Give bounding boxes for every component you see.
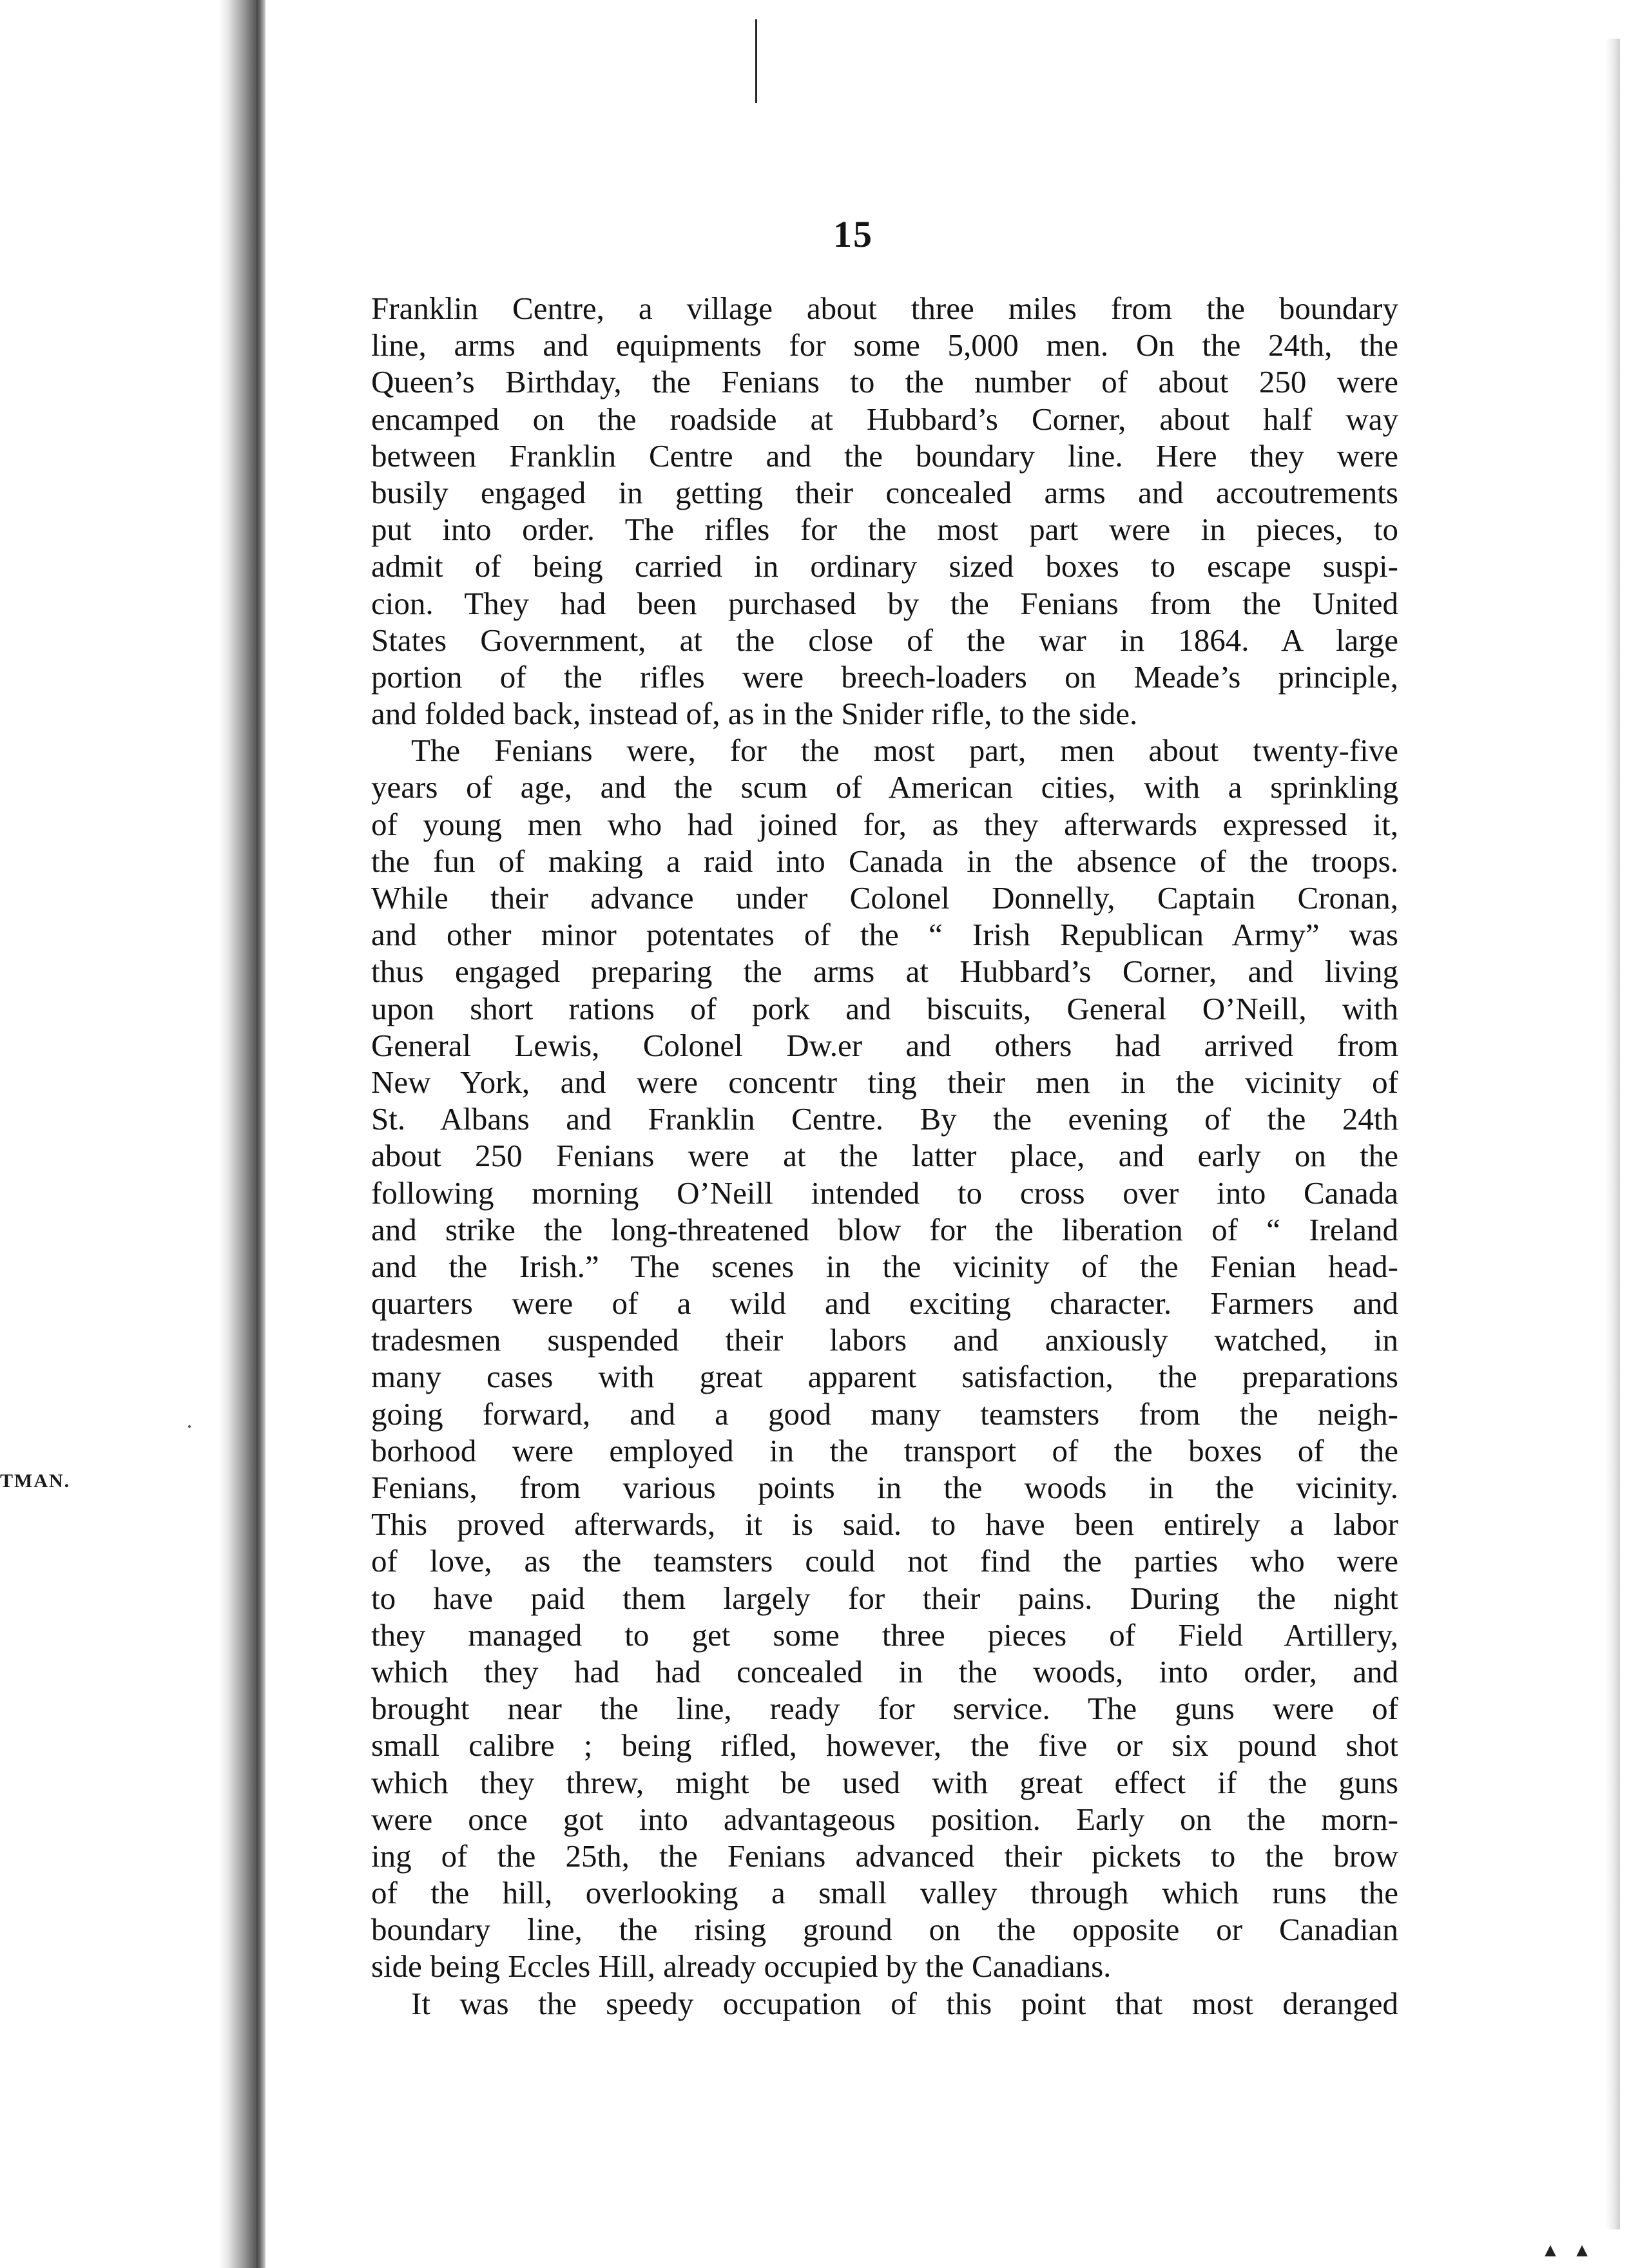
text-line: of love, as the teamsters could not find the parties who were bbox=[371, 1543, 1398, 1579]
text-line: The Fenians were, for the most part, men about twenty-five bbox=[411, 733, 1398, 769]
text-line: following morning O’Neill intended to cross over into Canada bbox=[371, 1175, 1398, 1211]
text-line: ing of the 25th, the Fenians advanced their pickets to the brow bbox=[371, 1838, 1398, 1874]
page-number: 15 bbox=[833, 213, 873, 255]
text-line: and other minor potentates of the “ Irish Republican Army” was bbox=[371, 917, 1398, 953]
text-line: they managed to get some three pieces of Field Artillery, bbox=[371, 1617, 1398, 1653]
text-line: portion of the rifles were breech-loaders on Meade’s principle, bbox=[371, 658, 1398, 695]
text-line: of young men who had joined for, as they afterwards expressed it, bbox=[371, 806, 1398, 842]
text-line: admit of being carried in ordinary sized boxes to escape suspi- bbox=[371, 548, 1398, 584]
body-text bbox=[371, 290, 1398, 2022]
facing-page-edge bbox=[0, 0, 219, 2268]
text-line: side being Eccles Hill, already occupied by the Canadians. bbox=[371, 1948, 1112, 1984]
text-line: General Lewis, Colonel Dw.er and others had arrived from bbox=[371, 1027, 1398, 1063]
text-line: the fun of making a raid into Canada in the absence of the troops. bbox=[371, 843, 1398, 879]
text-line: Fenians, from various points in the woods in the vicinity. bbox=[371, 1470, 1398, 1505]
text-line: thus engaged preparing the arms at Hubbard’s Corner, and living bbox=[371, 954, 1398, 990]
text-line: quarters were of a wild and exciting character. Farmers and bbox=[371, 1285, 1398, 1321]
text-line: Franklin Centre, a village about three miles from the boundary bbox=[371, 291, 1398, 326]
text-line: It was the speedy occupation of this point that most deranged bbox=[411, 1985, 1398, 2021]
text-line: put into order. The rifles for the most part were in pieces, to bbox=[371, 512, 1398, 548]
text-line: of the hill, overlooking a small valley through which runs the bbox=[371, 1875, 1398, 1911]
binding-shadow bbox=[256, 0, 265, 2268]
text-line: borhood were employed in the transport of the boxes of the bbox=[371, 1432, 1398, 1468]
text-line: many cases with great apparent satisfaction, the preparations bbox=[371, 1359, 1398, 1395]
text-line: years of age, and the scum of American cities, with a sprinkling bbox=[371, 769, 1398, 805]
text-line: going forward, and a good many teamsters from the neigh- bbox=[371, 1396, 1398, 1432]
text-line: busily engaged in getting their concealed arms and accoutrements bbox=[371, 474, 1398, 510]
text-line: about 250 Fenians were at the latter place, and early on the bbox=[371, 1138, 1398, 1174]
text-line: which they had had concealed in the woods, into order, and bbox=[371, 1653, 1398, 1689]
text-line: which they threw, might be used with great effect if the guns bbox=[371, 1764, 1398, 1800]
text-line: brought near the line, ready for service. The guns were of bbox=[371, 1691, 1398, 1727]
text-line: small calibre ; being rifled, however, the five or six pound shot bbox=[371, 1727, 1398, 1763]
text-line: line, arms and equipments for some 5,000 men. On the 24th, the bbox=[371, 327, 1398, 363]
text-line: boundary line, the rising ground on the opposite or Canadian bbox=[371, 1912, 1398, 1948]
text-line: States Government, at the close of the war in 1864. A large bbox=[371, 622, 1398, 658]
text-line: tradesmen suspended their labors and anxiously watched, in bbox=[371, 1322, 1398, 1358]
facing-page-fragment: TMAN. bbox=[0, 1470, 71, 1492]
text-line: between Franklin Centre and the boundary line. Here they were bbox=[371, 437, 1398, 474]
scanner-marks: ▲ ▲ bbox=[1541, 2240, 1595, 2261]
scan-speck bbox=[188, 1425, 191, 1428]
text-line: and the Irish.” The scenes in the vicinity of the Fenian head- bbox=[371, 1248, 1398, 1284]
text-line: and strike the long-threatened blow for the liberation of “ Ireland bbox=[371, 1211, 1398, 1247]
text-line: encamped on the roadside at Hubbard’s Corner, about half way bbox=[371, 401, 1398, 437]
scan-artifact-mark bbox=[755, 19, 757, 103]
text-line: to have paid them largely for their pains. During the night bbox=[371, 1580, 1398, 1616]
text-line: New York, and were concentr ting their men in the vicinity of bbox=[371, 1064, 1398, 1100]
text-line: St. Albans and Franklin Centre. By the evening of the 24th bbox=[371, 1101, 1398, 1137]
page-edge-shadow bbox=[1606, 39, 1620, 2229]
text-line: This proved afterwards, it is said. to have been entirely a labor bbox=[371, 1506, 1398, 1542]
text-line: While their advance under Colonel Donnelly, Captain Cronan, bbox=[371, 880, 1398, 916]
text-line: cion. They had been purchased by the Fenians from the United bbox=[371, 585, 1398, 621]
text-line: upon short rations of pork and biscuits, General O’Neill, with bbox=[371, 990, 1398, 1026]
text-line: and folded back, instead of, as in the Snider rifle, to the side. bbox=[371, 696, 1138, 732]
text-line: were once got into advantageous position. Early on the morn- bbox=[371, 1801, 1398, 1837]
text-line: Queen’s Birthday, the Fenians to the number of about 250 were bbox=[371, 364, 1398, 400]
